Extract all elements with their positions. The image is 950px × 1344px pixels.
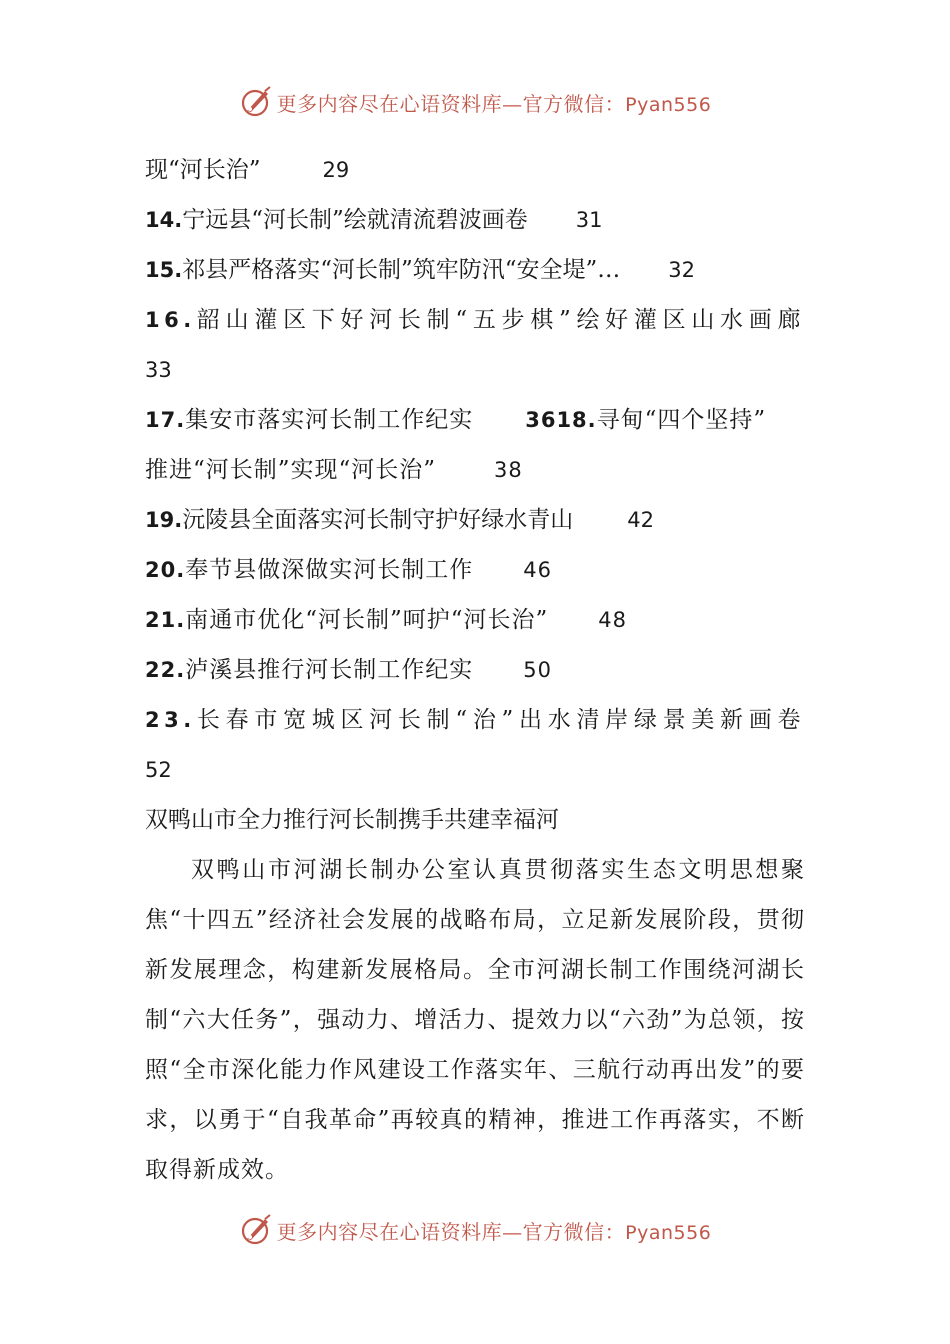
toc-line-17-18: 17.集安市落实河长制工作纪实 3618.寻甸“四个坚持” [145,395,805,445]
toc-line-15: 15.祁县严格落实“河长制”筑牢防汛“安全堤”… 32 [145,245,805,295]
toc-page-number: 36 [525,408,557,432]
toc-page-number: 48 [598,608,627,632]
watermark-text: 更多内容尽在心语资料库—官方微信：Pyan556 [276,91,712,116]
quill-logo-icon [239,85,273,119]
toc-page-number: 50 [523,658,552,682]
toc-line-18-cont: 推进“河长制”实现“河长治” 38 [145,445,805,495]
toc-page-number: 46 [523,558,552,582]
toc-line-22: 22.泸溪县推行河长制工作纪实 50 [145,645,805,695]
toc-page-number: 31 [575,208,603,232]
toc-page-number: 42 [627,508,654,532]
toc-page-number: 32 [668,258,695,282]
toc-line-23-page [145,745,805,795]
toc-line-23: 23.长春市宽城区河长制“治”出水清岸绿景美新画卷 [145,707,805,733]
toc-line-19: 19.沅陵县全面落实河长制守护好绿水青山 42 [145,495,805,545]
toc-page-number: 29 [322,158,350,182]
quill-logo-icon [239,1213,273,1247]
toc-line-continued: 现“河长治” 29 [145,145,805,195]
watermark-text: 更多内容尽在心语资料库—官方微信：Pyan556 [276,1219,712,1244]
toc-line-16: 16.韶山灌区下好河长制“五步棋”绘好灌区山水画廊 [145,307,805,333]
article-paragraph: 双鸭山市河湖长制办公室认真贯彻落实生态文明思想聚焦“十四五”经济社会发展的战略布局，立足新发展阶段，贯彻新发展理念，构建新发展格局。全市河湖长制工作围绕河湖长制“六大任务”，强动力、增活力、提效力以“六劲”为总领，按照“全市深化能力作风建设工作落实年、三航行动再出发”的要求，以勇于“自我革命”再较真的精神，推进工作再落实，不断取得新成效。 [145,857,805,1183]
article-title: 双鸭山市全力推行河长制携手共建幸福河 [145,807,559,833]
toc-line-21: 21.南通市优化“河长制”呵护“河长治” 48 [145,595,805,645]
toc-line-16-page [145,345,805,395]
toc-page-number: 52 [145,758,172,782]
document-body [145,145,805,1195]
toc-line-20: 20.奉节县做深做实河长制工作 46 [145,545,805,595]
toc-page-number: 33 [145,358,172,382]
watermark-banner-top [0,82,950,122]
watermark-banner-bottom [0,1210,950,1250]
toc-page-number: 38 [494,458,523,482]
toc-line-14: 14.宁远县“河长制”绘就清流碧波画卷 31 [145,195,805,245]
